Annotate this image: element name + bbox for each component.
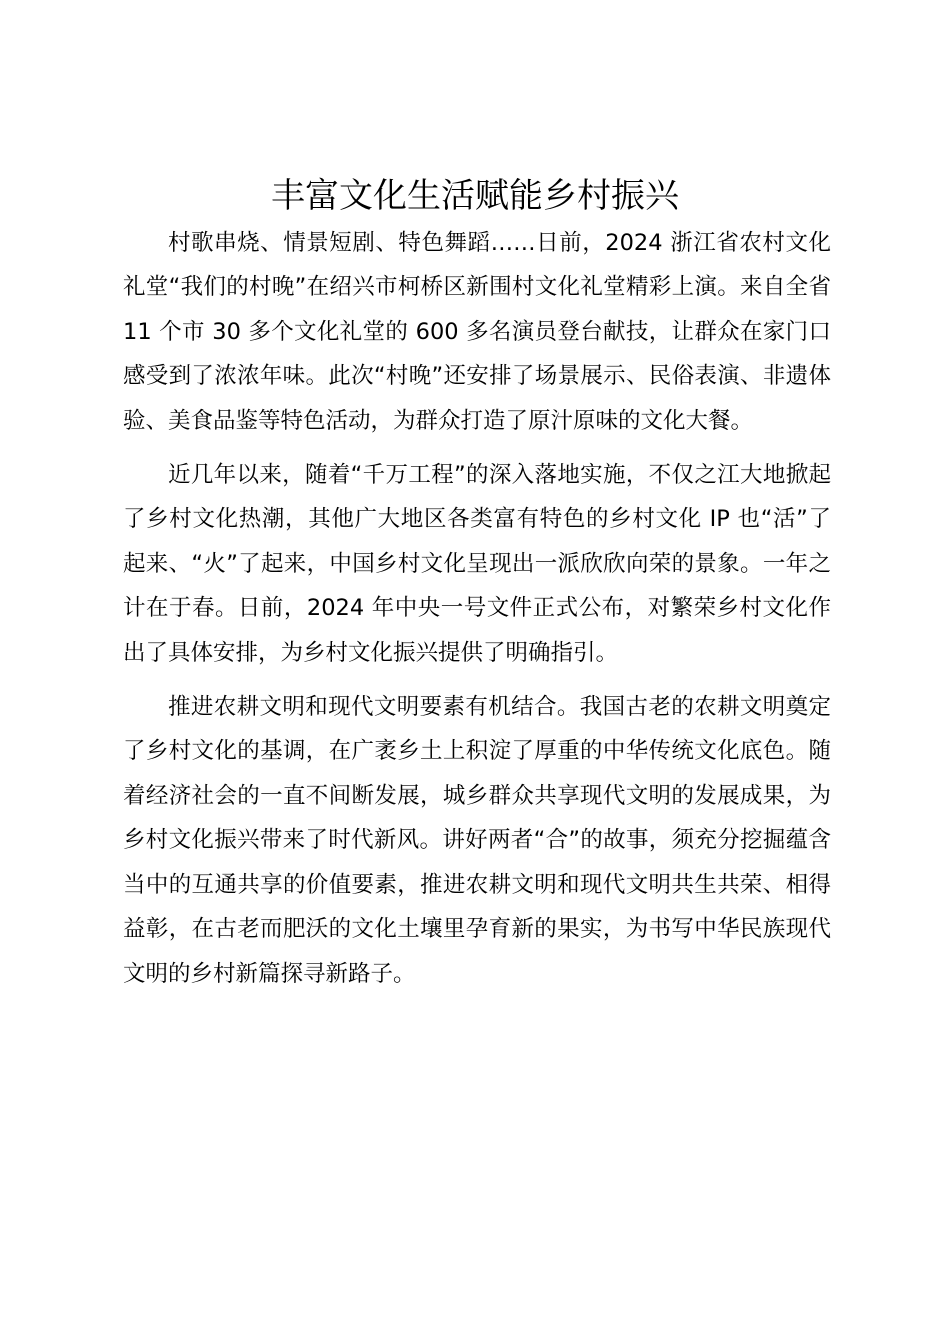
document-body: [123, 221, 831, 1006]
paragraph: 近几年以来，随着“千万工程”的深入落地实施，不仅之江大地掀起了乡村文化热潮，其他广大地区各类富有特色的乡村文化 IP 也“活”了起来、“火”了起来，中国乡村文化呈现出一派欣欣向荣的景象。一年之计在于春。日前，2024 年中央一号文件正式公布，对繁荣乡村文化作出了具体安排，为乡村文化振兴提供了明确指引。: [123, 462, 831, 666]
document-title: 丰富文化生活赋能乡村振兴: [271, 176, 679, 216]
paragraph: 村歌串烧、情景短剧、特色舞蹈……日前，2024 浙江省农村文化礼堂“我们的村晚”在绍兴市柯桥区新围村文化礼堂精彩上演。来自全省 11 个市 30 多个文化礼堂的 600 多名演员登台献技，让群众在家门口感受到了浓浓年味。此次“村晚”还安排了场景展示、民俗表演、非遗体验、美食品鉴等特色活动，为群众打造了原汁原味的文化大餐。: [123, 230, 831, 434]
paragraph: 推进农耕文明和现代文明要素有机结合。我国古老的农耕文明奠定了乡村文化的基调，在广袤乡土上积淀了厚重的中华传统文化底色。随着经济社会的一直不间断发展，城乡群众共享现代文明的发展成果，为乡村文化振兴带来了时代新风。讲好两者“合”的故事，须充分挖掘蕴含当中的互通共享的价值要素，推进农耕文明和现代文明共生共荣、相得益彰，在古老而肥沃的文化土壤里孕育新的果实，为书写中华民族现代文明的乡村新篇探寻新路子。: [123, 694, 831, 987]
